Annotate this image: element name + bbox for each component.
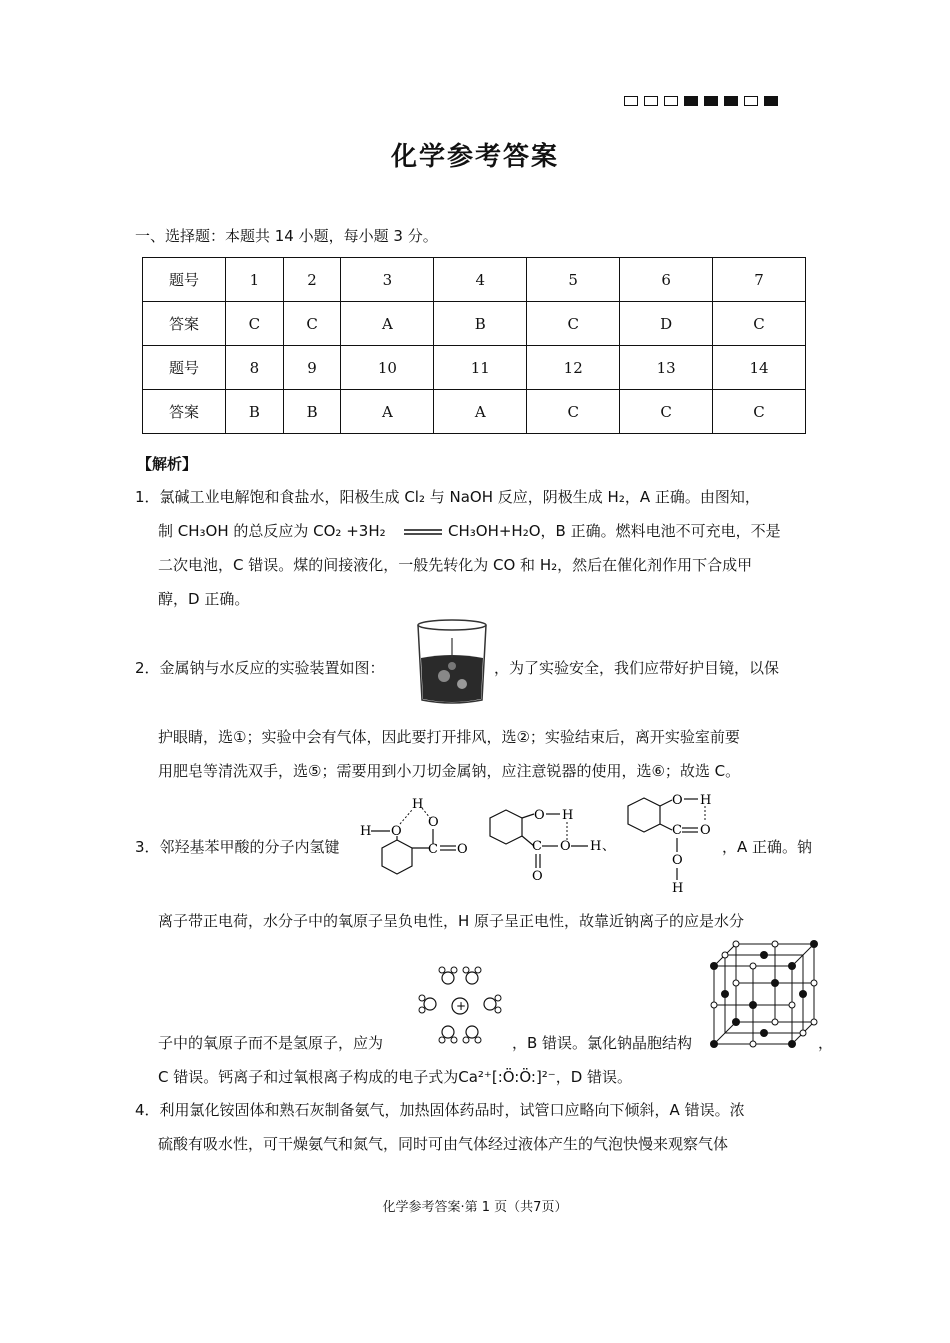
table-cell: 1 [226, 258, 284, 302]
q3-line-1a: 3．邻羟基苯甲酸的分子内氢键 [135, 838, 340, 856]
table-cell: 6 [620, 258, 713, 302]
table-cell: 7 [713, 258, 806, 302]
ion-charge: + [456, 999, 467, 1013]
atom-label: O [428, 815, 439, 830]
q1-line-4: 醇，D 正确。 [158, 590, 250, 608]
atom-label: H [672, 881, 684, 896]
code-square [664, 96, 678, 106]
atom-label: O [560, 839, 571, 854]
table-cell: C [713, 302, 806, 346]
atom-label: H [700, 793, 712, 808]
table-cell: 14 [713, 346, 806, 390]
table-cell: A [341, 390, 434, 434]
q3-line-2: 离子带正电荷，水分子中的氧原子呈负电性，H 原子呈正电性，故靠近钠离子的应是水分 [158, 912, 745, 930]
page-footer: 化学参考答案·第 1 页（共7页） [382, 1200, 568, 1215]
table-cell: 5 [527, 258, 620, 302]
table-row [143, 390, 806, 434]
table-row [143, 346, 806, 390]
atom-label: O [534, 808, 545, 823]
q3-line-1b: ，A 正确。钠 [722, 838, 813, 856]
table-row [143, 258, 806, 302]
table-cell: A [434, 390, 527, 434]
q3-line-3b: ，B 错误。氯化钠晶胞结构 [512, 1034, 693, 1052]
hydrated-ion-diagram [414, 962, 510, 1050]
row-label: 题号 [143, 258, 226, 302]
atom-label: O [672, 853, 683, 868]
atom-label: O [391, 824, 402, 839]
table-cell: A [341, 302, 434, 346]
table-cell: C [226, 302, 284, 346]
table-cell: C [527, 390, 620, 434]
table-cell: C [620, 390, 713, 434]
q2-line-1b: ，为了实验安全，我们应带好护目镜，以保 [494, 659, 780, 677]
table-cell: B [434, 302, 527, 346]
answer-table [142, 257, 806, 434]
table-cell: 2 [283, 258, 341, 302]
q2-line-3: 用肥皂等清洗双手，选⑤；需要用到小刀切金属钠，应注意锐器的使用，选⑥；故选 C。 [158, 762, 741, 780]
code-square [724, 96, 738, 106]
hbond-structure-1 [360, 796, 472, 888]
atom-label: H [412, 797, 424, 812]
row-label: 答案 [143, 302, 226, 346]
q3-line-4: C 错误。钙离子和过氧根离子构成的电子式为Ca²⁺[:Ö:Ö:]²⁻，D 错误。 [158, 1068, 633, 1086]
table-cell: 11 [434, 346, 527, 390]
table-cell: 9 [283, 346, 341, 390]
table-cell: B [283, 390, 341, 434]
table-cell: 12 [527, 346, 620, 390]
hbond-structure-2 [484, 800, 624, 886]
header-code-squares [624, 96, 778, 106]
row-label: 答案 [143, 390, 226, 434]
table-cell: 4 [434, 258, 527, 302]
code-square [644, 96, 658, 106]
q3-line-3c: ， [818, 1034, 834, 1052]
table-cell: 3 [341, 258, 434, 302]
atom-label: O [457, 842, 468, 857]
atom-label: H [562, 808, 574, 823]
table-cell: 10 [341, 346, 434, 390]
page-title: 化学参考答案 [390, 142, 559, 172]
code-square [684, 96, 698, 106]
table-cell: C [713, 390, 806, 434]
code-square [624, 96, 638, 106]
table-cell: D [620, 302, 713, 346]
q1-line-2b: CH₃OH+H₂O，B 正确。燃料电池不可充电，不是 [448, 522, 781, 540]
code-square [744, 96, 758, 106]
section-heading: 一、选择题：本题共 14 小题，每小题 3 分。 [135, 227, 438, 245]
q4-line-2: 硫酸有吸水性，可干燥氨气和氮气，同时可由气体经过液体产生的气泡快慢来观察气体 [158, 1135, 729, 1153]
table-cell: 13 [620, 346, 713, 390]
table-row [143, 302, 806, 346]
code-square [764, 96, 778, 106]
row-label: 题号 [143, 346, 226, 390]
atom-label: C [532, 839, 542, 854]
table-cell: 8 [226, 346, 284, 390]
q1-line-1: 1．氯碱工业电解饱和食盐水，阳极生成 Cl₂ 与 NaOH 反应，阴极生成 H₂，A 正确。由图知， [135, 488, 760, 506]
q3-line-3a: 子中的氧原子而不是氢原子，应为 [158, 1034, 384, 1052]
atom-label: O [672, 793, 683, 808]
q2-line-1a: 2．金属钠与水反应的实验装置如图： [135, 659, 385, 677]
table-cell: C [527, 302, 620, 346]
code-square [704, 96, 718, 106]
q1-line-2a: 制 CH₃OH 的总反应为 CO₂ +3H₂ [158, 522, 386, 540]
table-cell: B [226, 390, 284, 434]
atom-label: H [360, 824, 372, 839]
nacl-unit-cell [704, 936, 824, 1048]
beaker-icon [414, 618, 490, 706]
hbond-structure-3 [622, 784, 722, 896]
equals-arrow-icon [404, 528, 442, 536]
atom-label: O [700, 823, 711, 838]
table-cell: C [283, 302, 341, 346]
atom-label: C [428, 842, 438, 857]
q2-line-2: 护眼睛，选①；实验中会有气体，因此要打开排风，选②；实验结束后，离开实验室前要 [158, 728, 740, 746]
q4-line-1: 4．利用氯化铵固体和熟石灰制备氨气，加热固体药品时，试管口应略向下倾斜，A 错误。浓 [135, 1101, 745, 1119]
q1-line-3: 二次电池，C 错误。煤的间接液化，一般先转化为 CO 和 H₂，然后在催化剂作用下合成甲 [158, 556, 753, 574]
analysis-label: 【解析】 [137, 455, 198, 473]
atom-label: H [590, 839, 602, 854]
atom-label: C [672, 823, 682, 838]
atom-label: O [532, 869, 543, 884]
separator-mark: 、 [602, 839, 616, 854]
